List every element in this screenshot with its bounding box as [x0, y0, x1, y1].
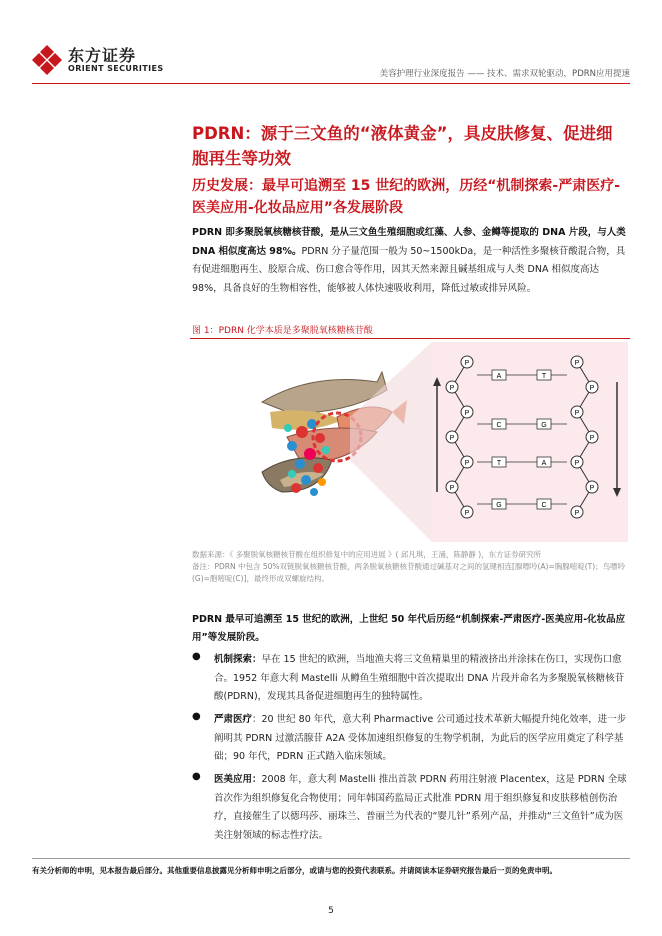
page-number: 5: [328, 906, 334, 916]
bullet-dot: ●: [192, 651, 201, 662]
phosphate-label: P: [589, 385, 595, 392]
bullet-label: 严肃医疗: [214, 714, 253, 725]
phosphate-label: P: [464, 460, 470, 467]
phosphate-label: P: [464, 360, 470, 367]
figure-title: 图 1：PDRN 化学本质是多聚脱氧核糖核苷酸: [192, 326, 373, 336]
bullet-dot: ●: [192, 771, 201, 782]
header-divider: [32, 83, 630, 84]
bullet-label: 医美应用：: [214, 774, 262, 785]
base-label-left: G: [496, 502, 502, 509]
footer-divider: [32, 858, 630, 859]
phosphate-label: P: [574, 360, 580, 367]
brand-name-en: ORIENT SECURITIES: [68, 64, 164, 73]
section-subheading: 历史发展：最早可追溯至 15 世纪的欧洲，历经“机制探索-严肃医疗-医美应用-化妆品应用”各发展阶段: [192, 178, 621, 216]
section-heading: PDRN：源于三文鱼的“液体黄金”，具皮肤修复、促进细胞再生等功效: [192, 124, 613, 168]
base-label-left: T: [496, 460, 502, 467]
intro-rest: PDRN 分子量范围一般为 50~1500kDa，是一种活性多聚核苷酸混合物，具有促进细胞再生、胶原合成、伤口愈合等作用，因其天然来源且碱基组成与人类 DNA 相似度高达 98%，具备良好的生物相容性，能够被人体快速吸收利用，降低过敏或排异风险。: [192, 245, 626, 294]
intro-bold: PDRN 即多聚脱氧核糖核苷酸，是从三文鱼生殖细胞或红藻、人参、金鳟等提取的 DNA 片段，与人类 DNA 相似度高达 98%。: [192, 227, 626, 257]
report-title: 美容护理行业深度报告 —— 技术、需求双轮驱动，PDRN应用提速: [379, 69, 630, 79]
base-label-right: T: [541, 373, 547, 380]
phosphate-label: P: [574, 510, 580, 517]
bullet-text: 早在 15 世纪的欧洲，当地渔夫将三文鱼精巢里的精液挤出并涂抹在伤口，实现伤口愈合。1952 年意大利 Mastelli 从鳟鱼生殖细胞中首次提取出 DNA 片段并命名为多聚脱氧核糖核苷酸(PDRN)，发现其具备促进细胞再生的独特属性。: [214, 654, 625, 702]
base-label-left: C: [496, 422, 502, 429]
history-summary: PDRN 最早可追溯至 15 世纪的欧洲，上世纪 50 年代后历经“机制探索-严肃医疗-医美应用-化妆品应用”等发展阶段。: [192, 614, 626, 643]
base-label-left: A: [496, 373, 502, 380]
phosphate-label: P: [574, 460, 580, 467]
orient-securities-logo-icon: [32, 45, 62, 75]
bullet-text: 2008 年，意大利 Mastelli 推出首款 PDRN 药用注射液 Placentex，这是 PDRN 全球首次作为组织修复化合物使用；同年韩国药监局正式批准 PDRN 用于组织修复和皮肤移植创伤治疗，直接催生了以德玛莎、丽珠兰、普丽兰为代表的“婴儿针”系列产品，并推动“三文鱼针”成为医美注射领域的标志性疗法。: [214, 774, 627, 841]
base-label-right: G: [541, 422, 547, 429]
figure-image: [192, 342, 628, 542]
brand-name-cn: 东方证券: [68, 46, 137, 65]
phosphate-label: P: [449, 485, 455, 492]
figure-note: 备注：PDRN 中包含 50%双链脱氧核糖核苷酸，两条脱氧核糖核苷酸通过碱基对之间的氢键相连[腺嘌呤(A)=胸腺嘧啶(T)；鸟嘌呤(G)=胞嘧啶(C)]，最终形成双螺旋结构。: [192, 562, 626, 583]
phosphate-label: P: [589, 435, 595, 442]
figure-caption: [192, 549, 628, 585]
phosphate-label: P: [574, 410, 580, 417]
figure-source: 数据来源：《 多聚脱氧核糖核苷酸在组织修复中的应用进展 》( 邱凡琪，王涌，陈静静 )，东方证券研究所: [192, 550, 542, 559]
figure-divider: [190, 338, 630, 339]
phosphate-label: P: [464, 410, 470, 417]
bullet-label: 机制探索：: [214, 654, 262, 665]
zoom-connector: [350, 342, 432, 542]
base-label-right: A: [541, 460, 547, 467]
phosphate-label: P: [449, 385, 455, 392]
phosphate-label: P: [464, 510, 470, 517]
phosphate-label: P: [589, 485, 595, 492]
base-label-right: C: [541, 502, 547, 509]
intro-paragraph: [192, 224, 628, 298]
bullet-dot: ●: [192, 711, 201, 722]
phosphate-label: P: [449, 435, 455, 442]
bullet-text: ：20 世纪 80 年代，意大利 Pharmactive 公司通过技术革新大幅提升纯化效率，进一步阐明其 PDRN 过激活腺苷 A2A 受体加速组织修复的生物学机制，为此后的医学应用奠定了科学基础；90 年代，PDRN 正式踏入临床领域。: [214, 714, 627, 762]
footer-disclaimer: 有关分析师的申明，见本报告最后部分。其他重要信息披露见分析师申明之后部分，或请与您的投资代表联系。并请阅读本证券研究报告最后一页的免责申明。: [32, 866, 557, 875]
